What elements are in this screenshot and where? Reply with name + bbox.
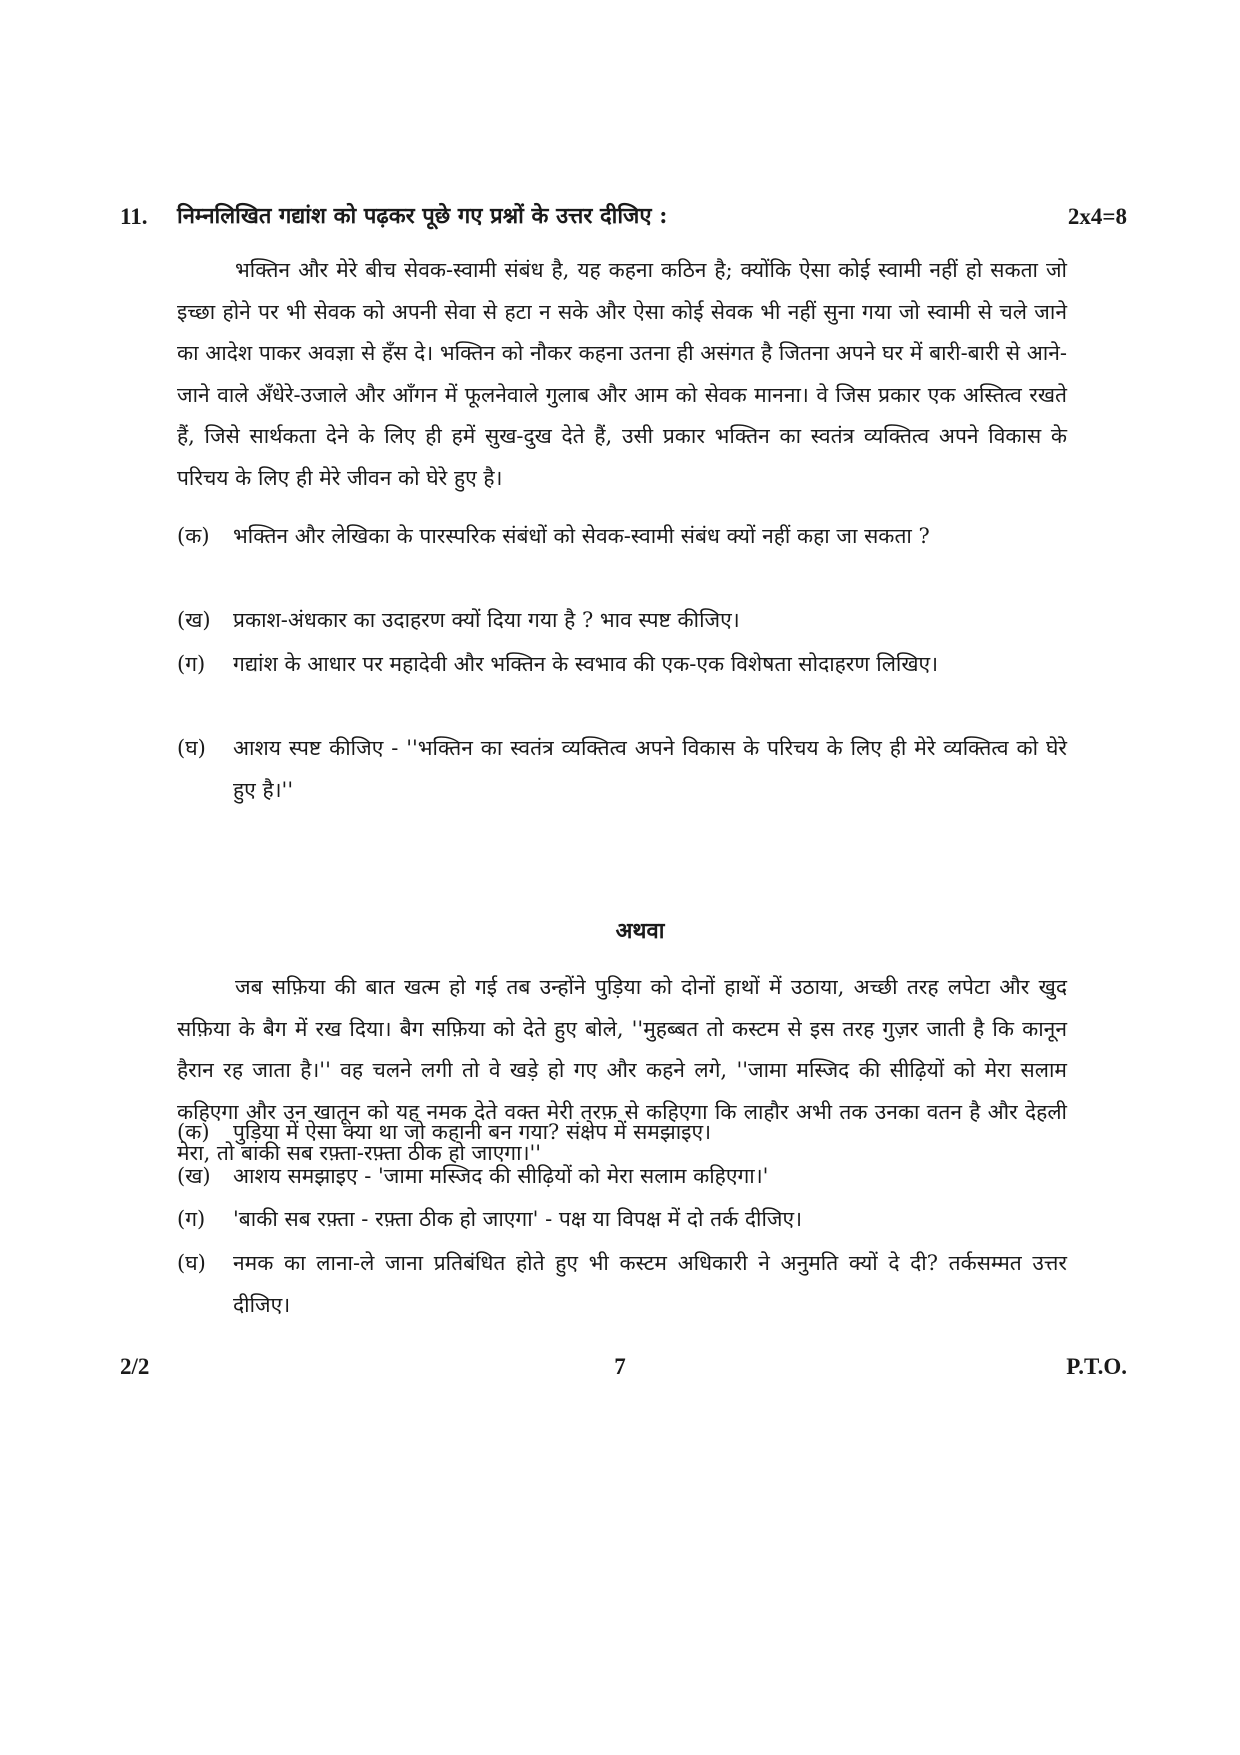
question-label: (ग) — [177, 652, 206, 676]
question-label: (क) — [177, 1120, 210, 1144]
question-text: पुड़िया में ऐसा क्या था जो कहानी बन गया? संक्षेप में समझाइए। — [233, 1120, 712, 1144]
passage-1-question-ka — [177, 516, 1067, 558]
question-label: (क) — [177, 524, 210, 548]
passage-1-question-gha — [177, 728, 1067, 811]
question-label: (घ) — [177, 1251, 206, 1275]
question-text: 'बाकी सब रफ़्ता - रफ़्ता ठीक हो जाएगा' - पक्ष या विपक्ष में दो तर्क दीजिए। — [233, 1207, 803, 1231]
question-number: 11. — [120, 204, 148, 229]
question-text: भक्तिन और लेखिका के पारस्परिक संबंधों को सेवक-स्वामी संबंध क्यों नहीं कहा जा सकता ? — [233, 524, 930, 548]
passage-2-question-ka — [177, 1112, 1067, 1154]
question-label: (ख) — [177, 608, 211, 632]
passage-2: जब सफ़िया की बात खत्म हो गई तब उन्होंने पुड़िया को दोनों हाथों में उठाया, अच्छी तरह लपेटा और खुद सफ़िया के बैग में रख दिया। बैग सफ़िया को देते हुए बोले, ''मुहब्बत तो कस्टम से इस तरह गुज़र जाती है कि कानून हैरान रह जाता है।'' वह चलने लगी तो वे खड़े हो गए और कहने लगे, ''जामा मस्जिद की सीढ़ियों को मेरा सलाम कहिएगा और उन खातून को यह नमक देते वक्त मेरी तरफ़ से कहिएगा कि लाहौर अभी तक उनका वतन है और देहली मेरा, तो बाकी सब रफ़्ता-रफ़्ता ठीक हो जाएगा।'' — [177, 975, 1067, 1165]
question-label: (घ) — [177, 736, 206, 760]
passage-1-question-kha — [177, 600, 1067, 642]
question-heading: निम्नलिखित गद्यांश को पढ़कर पूछे गए प्रश्नों के उत्तर दीजिए : — [177, 203, 668, 229]
page-number: 7 — [614, 1354, 626, 1379]
passage-1: भक्तिन और मेरे बीच सेवक-स्वामी संबंध है, यह कहना कठिन है; क्योंकि ऐसा कोई स्वामी नहीं हो सकता जो इच्छा होने पर भी सेवक को अपनी सेवा से हटा न सके और ऐसा कोई सेवक भी नहीं सुना गया जो स्वामी से चले जाने का आदेश पाकर अवज्ञा से हँस दे। भक्तिन को नौकर कहना उतना ही असंगत है जितना अपने घर में बारी-बारी से आने-जाने वाले अँधेरे-उजाले और आँगन में फूलनेवाले गुलाब और आम को सेवक मानना। वे जिस प्रकार एक अस्तित्व रखते हैं, जिसे सार्थकता देने के लिए ही हमें सुख-दुख देते हैं, उसी प्रकार भक्तिन का स्वतंत्र व्यक्तित्व अपने विकास के परिचय के लिए ही मेरे जीवन को घेरे हुए है। — [177, 258, 1067, 490]
question-label: (ग) — [177, 1207, 206, 1231]
question-text: आशय समझाइए - 'जामा मस्जिद की सीढ़ियों को मेरा सलाम कहिएगा।' — [233, 1164, 769, 1188]
question-label: (ख) — [177, 1164, 211, 1188]
question-text: गद्यांश के आधार पर महादेवी और भक्तिन के स्वभाव की एक-एक विशेषता सोदाहरण लिखिए। — [233, 652, 939, 676]
passage-1-question-ga — [177, 644, 1067, 686]
set-code: 2/2 — [120, 1354, 150, 1379]
question-text: आशय स्पष्ट कीजिए - ''भक्तिन का स्वतंत्र व्यक्तित्व अपने विकास के परिचय के लिए ही मेरे व्यक्तित्व को घेरे हुए है।'' — [233, 736, 1067, 802]
passage-2-question-gha — [177, 1243, 1067, 1326]
question-text: प्रकाश-अंधकार का उदाहरण क्यों दिया गया है ? भाव स्पष्ट कीजिए। — [233, 608, 740, 632]
question-text: नमक का लाना-ले जाना प्रतिबंधित होते हुए भी कस्टम अधिकारी ने अनुमति क्यों दे दी? तर्कसम्मत उत्तर दीजिए। — [233, 1251, 1067, 1317]
passage-2-question-ga — [177, 1199, 1067, 1241]
passage-2-question-kha — [177, 1156, 1067, 1198]
question-marks: 2x4=8 — [1067, 204, 1127, 229]
pto-label: P.T.O. — [1066, 1354, 1127, 1379]
or-divider: अथवा — [615, 918, 665, 944]
